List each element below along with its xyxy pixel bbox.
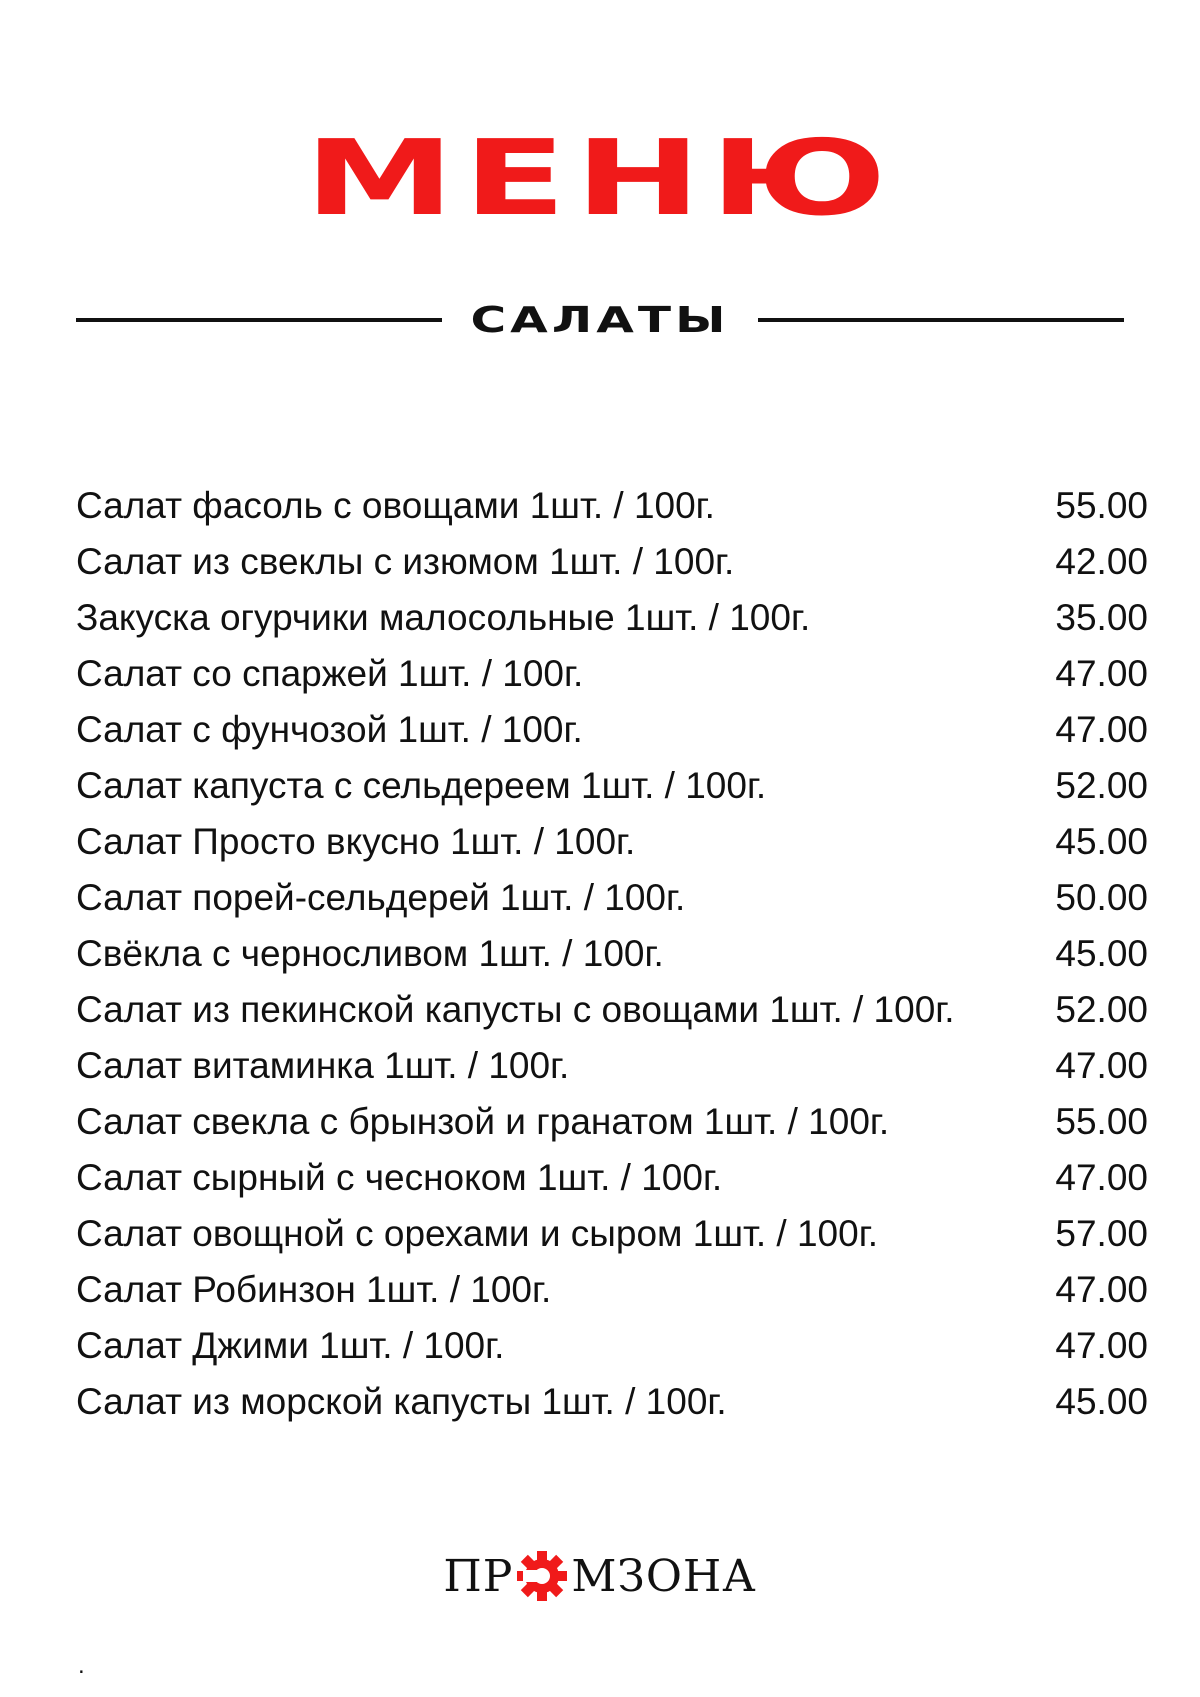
item-name: Салат витаминка 1шт. / 100г.: [76, 1045, 570, 1086]
menu-item: [76, 534, 1148, 590]
item-price: 57.00: [1055, 1213, 1148, 1254]
item-price: 47.00: [1055, 653, 1148, 694]
item-price: 55.00: [1055, 1101, 1148, 1142]
item-price: 47.00: [1055, 1045, 1148, 1086]
menu-item: [76, 982, 1148, 1038]
menu-item: [76, 870, 1148, 926]
item-name: Салат овощной с орехами и сыром 1шт. / 100г.: [76, 1213, 878, 1254]
menu-title: МЕНЮ: [304, 117, 896, 239]
item-name: Салат из пекинской капусты с овощами 1шт. / 100г.: [76, 989, 955, 1030]
menu-item: [76, 758, 1148, 814]
item-name: Салат со спаржей 1шт. / 100г.: [76, 653, 584, 694]
item-name: Салат Джими 1шт. / 100г.: [76, 1325, 505, 1366]
menu-item: [76, 702, 1148, 758]
menu-item: [76, 1318, 1148, 1374]
menu-item: [76, 1038, 1148, 1094]
item-name: Салат Робинзон 1шт. / 100г.: [76, 1269, 552, 1310]
gear-icon: [515, 1549, 569, 1603]
item-price: 47.00: [1055, 1157, 1148, 1198]
item-name: Салат свекла с брынзой и гранатом 1шт. / 100г.: [76, 1101, 890, 1142]
menu-item: [76, 1206, 1148, 1262]
logo-text-left: ПР: [443, 1550, 514, 1602]
menu-item: [76, 1374, 1148, 1430]
item-name: Салат с фунчозой 1шт. / 100г.: [76, 709, 583, 750]
footnote: .: [78, 1652, 85, 1679]
menu-item: [76, 590, 1148, 646]
item-price: 42.00: [1055, 541, 1148, 582]
item-price: 47.00: [1055, 709, 1148, 750]
item-price: 55.00: [1055, 485, 1148, 526]
item-price: 45.00: [1055, 1381, 1148, 1422]
section-header: [76, 296, 1124, 344]
item-price: 45.00: [1055, 821, 1148, 862]
item-price: 52.00: [1055, 765, 1148, 806]
item-name: Салат порей-сельдерей 1шт. / 100г.: [76, 877, 686, 918]
item-price: 52.00: [1055, 989, 1148, 1030]
promzona-logo: [0, 1549, 1200, 1603]
item-name: Салат из морской капусты 1шт. / 100г.: [76, 1381, 727, 1422]
item-price: 47.00: [1055, 1325, 1148, 1366]
menu-item: [76, 926, 1148, 982]
menu-item: [76, 646, 1148, 702]
item-name: Салат из свеклы с изюмом 1шт. / 100г.: [76, 541, 735, 582]
item-price: 45.00: [1055, 933, 1148, 974]
item-name: Салат Просто вкусно 1шт. / 100г.: [76, 821, 636, 862]
item-name: Закуска огурчики малосольные 1шт. / 100г.: [76, 597, 811, 638]
item-name: Салат капуста с сельдереем 1шт. / 100г.: [76, 765, 767, 806]
item-price: 47.00: [1055, 1269, 1148, 1310]
menu-item: [76, 1150, 1148, 1206]
section-title: САЛАТЫ: [470, 299, 730, 341]
menu-list: [76, 478, 1148, 1430]
menu-item: [76, 1094, 1148, 1150]
item-name: Салат фасоль с овощами 1шт. / 100г.: [76, 485, 715, 526]
item-name: Свёкла с черносливом 1шт. / 100г.: [76, 933, 664, 974]
menu-item: [76, 814, 1148, 870]
menu-item: [76, 1262, 1148, 1318]
item-name: Салат сырный с чесноком 1шт. / 100г.: [76, 1157, 723, 1198]
item-price: 35.00: [1055, 597, 1148, 638]
logo-text-right: МЗОНА: [571, 1550, 757, 1602]
menu-item: [76, 478, 1148, 534]
item-price: 50.00: [1055, 877, 1148, 918]
